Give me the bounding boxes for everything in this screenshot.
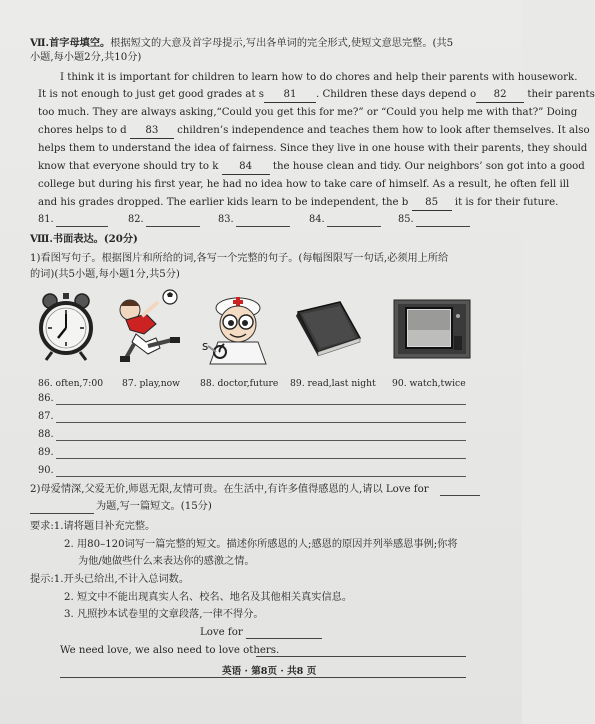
blank-83[interactable]: 83 — [130, 124, 174, 139]
part2-prompt: 2)母爱情深,父爱无价,师恩无限,友情可贵。在生活中,有许多值得感恩的人,请以 Love for — [30, 484, 429, 495]
blank-85[interactable]: 85 — [412, 196, 452, 211]
section7-instruction-cont: 小题,每小题2分,共10分) — [30, 52, 142, 63]
answer-label-84: 84. — [309, 214, 325, 225]
television-icon — [392, 296, 472, 360]
write-line-88[interactable] — [56, 440, 466, 441]
composition-title-prefix: Love for — [200, 627, 243, 638]
answer-label-81: 81. — [38, 214, 54, 225]
composition-opening: We need love, we also need to love others. — [60, 645, 280, 656]
write-label-90: 90. — [38, 465, 54, 476]
write-line-89[interactable] — [56, 458, 466, 459]
write-label-88: 88. — [38, 429, 54, 440]
write-label-86: 86. — [38, 393, 54, 404]
answer-label-83: 83. — [218, 214, 234, 225]
alarm-clock-icon — [38, 290, 94, 362]
blank-81[interactable]: 81 — [264, 88, 316, 103]
answer-line-85[interactable] — [416, 226, 470, 227]
soccer-player-icon — [112, 288, 182, 364]
passage-line-8: and his grades dropped. The earlier kids learn to be independent, the b 85 it is for their future. — [38, 196, 558, 211]
write-label-89: 89. — [38, 447, 54, 458]
section7-title: Ⅶ.首字母填空。 — [30, 37, 111, 49]
passage-line-6: know that everyone should try to k 84 the house clean and tidy. Our neighbors’ son got into a good — [38, 160, 585, 175]
picture-caption-90: 90. watch,twice — [392, 378, 466, 389]
picture-caption-86: 86. often,7:00 — [38, 378, 104, 389]
passage-line-1: I think it is important for children to learn how to do chores and help their parents with housework. — [60, 72, 578, 83]
book-icon — [292, 300, 364, 358]
part2-prompt-cont: 为题,写一篇短文。(15分) — [96, 501, 212, 512]
section8-part1-instruction: 1)看图写句子。根据图片和所给的词,各写一个完整的句子。(每幅图限写一句话,必须用上所给 — [30, 253, 449, 264]
picture-caption-88: 88. doctor,future — [200, 378, 279, 389]
write-line-90[interactable] — [56, 476, 466, 477]
answer-line-84[interactable] — [327, 226, 381, 227]
title-blank-1[interactable] — [440, 495, 480, 496]
answer-line-83[interactable] — [236, 226, 290, 227]
section8-part1-instruction-cont: 的词)(共5小题,每小题1分,共5分) — [30, 269, 180, 280]
composition-title-blank[interactable] — [246, 638, 322, 639]
svg-text:s: s — [202, 339, 209, 353]
write-label-87: 87. — [38, 411, 54, 422]
answer-line-82[interactable] — [146, 226, 200, 227]
title-blank-2[interactable] — [30, 513, 94, 514]
passage-line-4: chores helps to d 83 children’s independence and teaches them how to look after themselves. It also — [38, 124, 590, 139]
passage-line-2: It is not enough to just get good grades at s 81 . Children these days depend o 82 their parents — [38, 88, 595, 103]
requirement-2: 2. 用80–120词写一篇完整的短文。描述你所感恩的人;感恩的原因并列举感恩事例;你将 — [64, 539, 458, 550]
answer-line-81[interactable] — [56, 226, 108, 227]
answer-label-85: 85. — [398, 214, 414, 225]
composition-line-1[interactable] — [256, 656, 466, 657]
blank-82[interactable]: 82 — [476, 88, 524, 103]
picture-caption-87: 87. play,now — [122, 378, 181, 389]
passage-line-5: helps them to understand the idea of fairness. Since they live in one house with their parents, they should — [38, 143, 588, 154]
tip-2: 2. 短文中不能出现真实人名、校名、地名及其他相关真实信息。 — [64, 592, 353, 603]
passage-line-7: college but during his first year, he had no idea how to take care of himself. As a result, he often fell ill — [38, 179, 570, 190]
passage-line-3: too much. They are always asking,“Could you get this for me?” or “Could you help me with that?” Doing — [38, 107, 578, 118]
requirement-2-cont: 为他/她做些什么来表达你的感激之情。 — [78, 556, 255, 567]
picture-caption-89: 89. read,last night — [290, 378, 376, 389]
page-footer: 英语 · 第8页 · 共8 页 — [222, 666, 317, 677]
doctor-cartoon-icon — [200, 290, 272, 366]
tip-3: 3. 凡照抄本试卷里的文章段落,一律不得分。 — [64, 609, 264, 620]
write-line-86[interactable] — [56, 404, 466, 405]
requirement-1: 要求:1.请将题目补充完整。 — [30, 521, 156, 532]
section8-title: Ⅷ.书面表达。(20分) — [30, 233, 138, 245]
section7-instruction: 根据短文的大意及首字母提示,写出各单词的完全形式,使短文意思完整。(共5 — [110, 38, 454, 49]
write-line-87[interactable] — [56, 422, 466, 423]
answer-label-82: 82. — [128, 214, 144, 225]
blank-84[interactable]: 84 — [222, 160, 270, 175]
tip-1: 提示:1.开头已给出,不计入总词数。 — [30, 574, 190, 585]
